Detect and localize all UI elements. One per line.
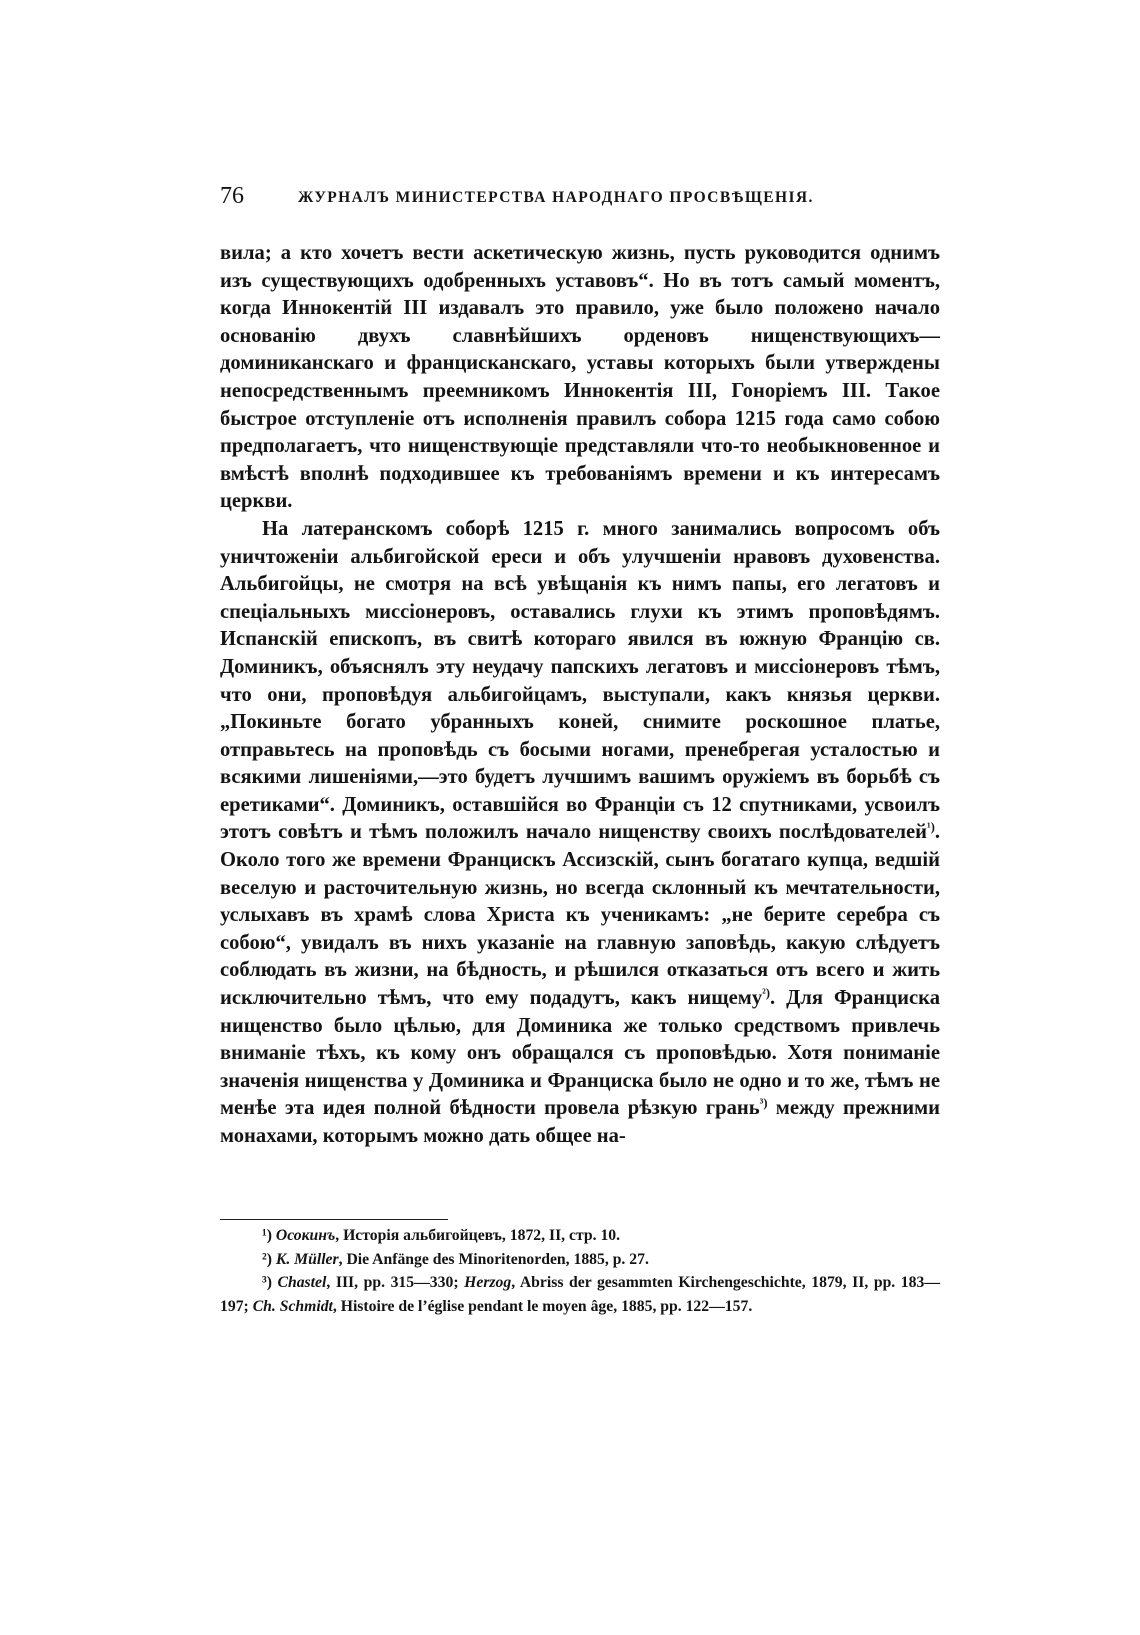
footnote-text: , Abriss der gesammten Kirchengeschichte, 1879, II, pp. 183—197;: [220, 1274, 941, 1315]
text-run: между прежними монахами, которымъ можно дать общее на-: [220, 1097, 940, 1147]
footnotes: [220, 1224, 940, 1318]
main-text: [220, 240, 940, 1151]
footnote: [220, 1248, 940, 1272]
text-run: . Около того же времени Францискъ Ассизскій, сынъ богатаго купца, ведшій веселую и расточительную жизнь, но всегда склонный къ мечтательности, услыхавъ въ храмѣ слова Христа къ ученикамъ: „не берите серебра съ собою“, увидалъ въ нихъ указаніе на главную заповѣдь, какую слѣдуетъ соблюдать въ жизни, на бѣдность, и рѣшился отказаться отъ всего и жить исключительно тѣмъ, что ему подадутъ, какъ нищему: [220, 821, 940, 1010]
footnote-author: K. Müller: [275, 1250, 339, 1268]
footnote-marker: ³): [262, 1274, 272, 1291]
footnote-author: Herzog: [464, 1274, 512, 1291]
footnote-author: Chastel: [277, 1274, 327, 1291]
footnote: [220, 1224, 940, 1248]
footnote: [220, 1271, 940, 1318]
running-title: ЖУРНАЛЪ МИНИСТЕРСТВА НАРОДНАГО ПРОСВѢЩЕНІЯ.: [298, 189, 814, 206]
footnote-text: , Исторія альбигойцевъ, 1872, II, стр. 10.: [335, 1227, 621, 1244]
paragraph: вила; а кто хочетъ вести аскетическую жизнь, пусть руководится однимъ изъ существующихъ одобренныхъ уставовъ“. Но въ тотъ самый моментъ, когда Иннокентій III издавалъ это правило, уже было положено начало основанію двухъ славнѣйшихъ орденовъ нищенствующихъ—доминиканскаго и францисканскаго, уставы которыхъ были утверждены непосредственнымъ преемникомъ Иннокентія III, Гоноріемъ III. Такое быстрое отступленіе отъ исполненія правилъ собора 1215 года само собою предполагаетъ, что нищенствующіе представляли что-то необыкновенное и вмѣстѣ вполнѣ подходившее къ требованіямъ времени и къ интересамъ церкви.: [220, 242, 940, 513]
footnote-author: Ch. Schmidt: [252, 1297, 333, 1315]
footnote-marker: ²): [262, 1250, 272, 1268]
text-run: . Для Франциска нищенство было цѣлью, для Доминика же только средствомъ привлечь вниманіе тѣхъ, къ кому онъ обращался съ проповѣдью. Хотя пониманіе значенія нищенства у Доминика и Франциска было не одно и то же, тѣмъ не менѣе эта идея полной бѣдности провела рѣзкую грань: [220, 987, 940, 1120]
footnote-author: Осокинъ: [275, 1227, 336, 1244]
page-number: 76: [220, 183, 244, 209]
text-run: На латеранскомъ соборѣ 1215 г. много занимались вопросомъ объ уничтоженіи альбигойской ереси и объ улучшеніи нравовъ духовенства. Альбигойцы, не смотря на всѣ увѣщанія къ нимъ папы, его легатовъ и спеціальныхъ миссіонеровъ, оставались глухи къ этимъ проповѣдямъ. Испанскій епископъ, въ свитѣ котораго явился въ южную Францію св. Доминикъ, объяснялъ эту неудачу папскихъ легатовъ и миссіонеровъ тѣмъ, что они, проповѣдуя альбигойцамъ, выступали, какъ князья церкви. „Покиньте богато убранныхъ коней, снимите роскошное платье, отправьтесь на проповѣдь съ босыми ногами, пренебрегая усталостью и всякими лишеніями,—это будетъ лучшимъ вашимъ оружіемъ въ борьбѣ съ еретиками“. Доминикъ, оставшійся во Франціи съ 12 спутниками, усвоилъ этотъ совѣтъ и тѣмъ положилъ начало нищенству своихъ послѣдователей: [220, 517, 940, 844]
page-header: [220, 183, 940, 223]
footnote-text: , III, pp. 315—330;: [326, 1274, 465, 1291]
footnote-divider: [220, 1219, 448, 1220]
footnote-text: , Die Anfänge des Minoritenorden, 1885, p. 27.: [338, 1250, 649, 1268]
footnote-ref: ²): [762, 986, 770, 1001]
footnote-marker: ¹): [262, 1227, 272, 1244]
footnote-ref: ¹): [927, 820, 935, 835]
paragraph: [220, 516, 940, 1151]
footnote-ref: ³): [759, 1096, 768, 1111]
footnote-text: , Histoire de l’église pendant le moyen âge, 1885, pp. 122—157.: [332, 1297, 753, 1315]
